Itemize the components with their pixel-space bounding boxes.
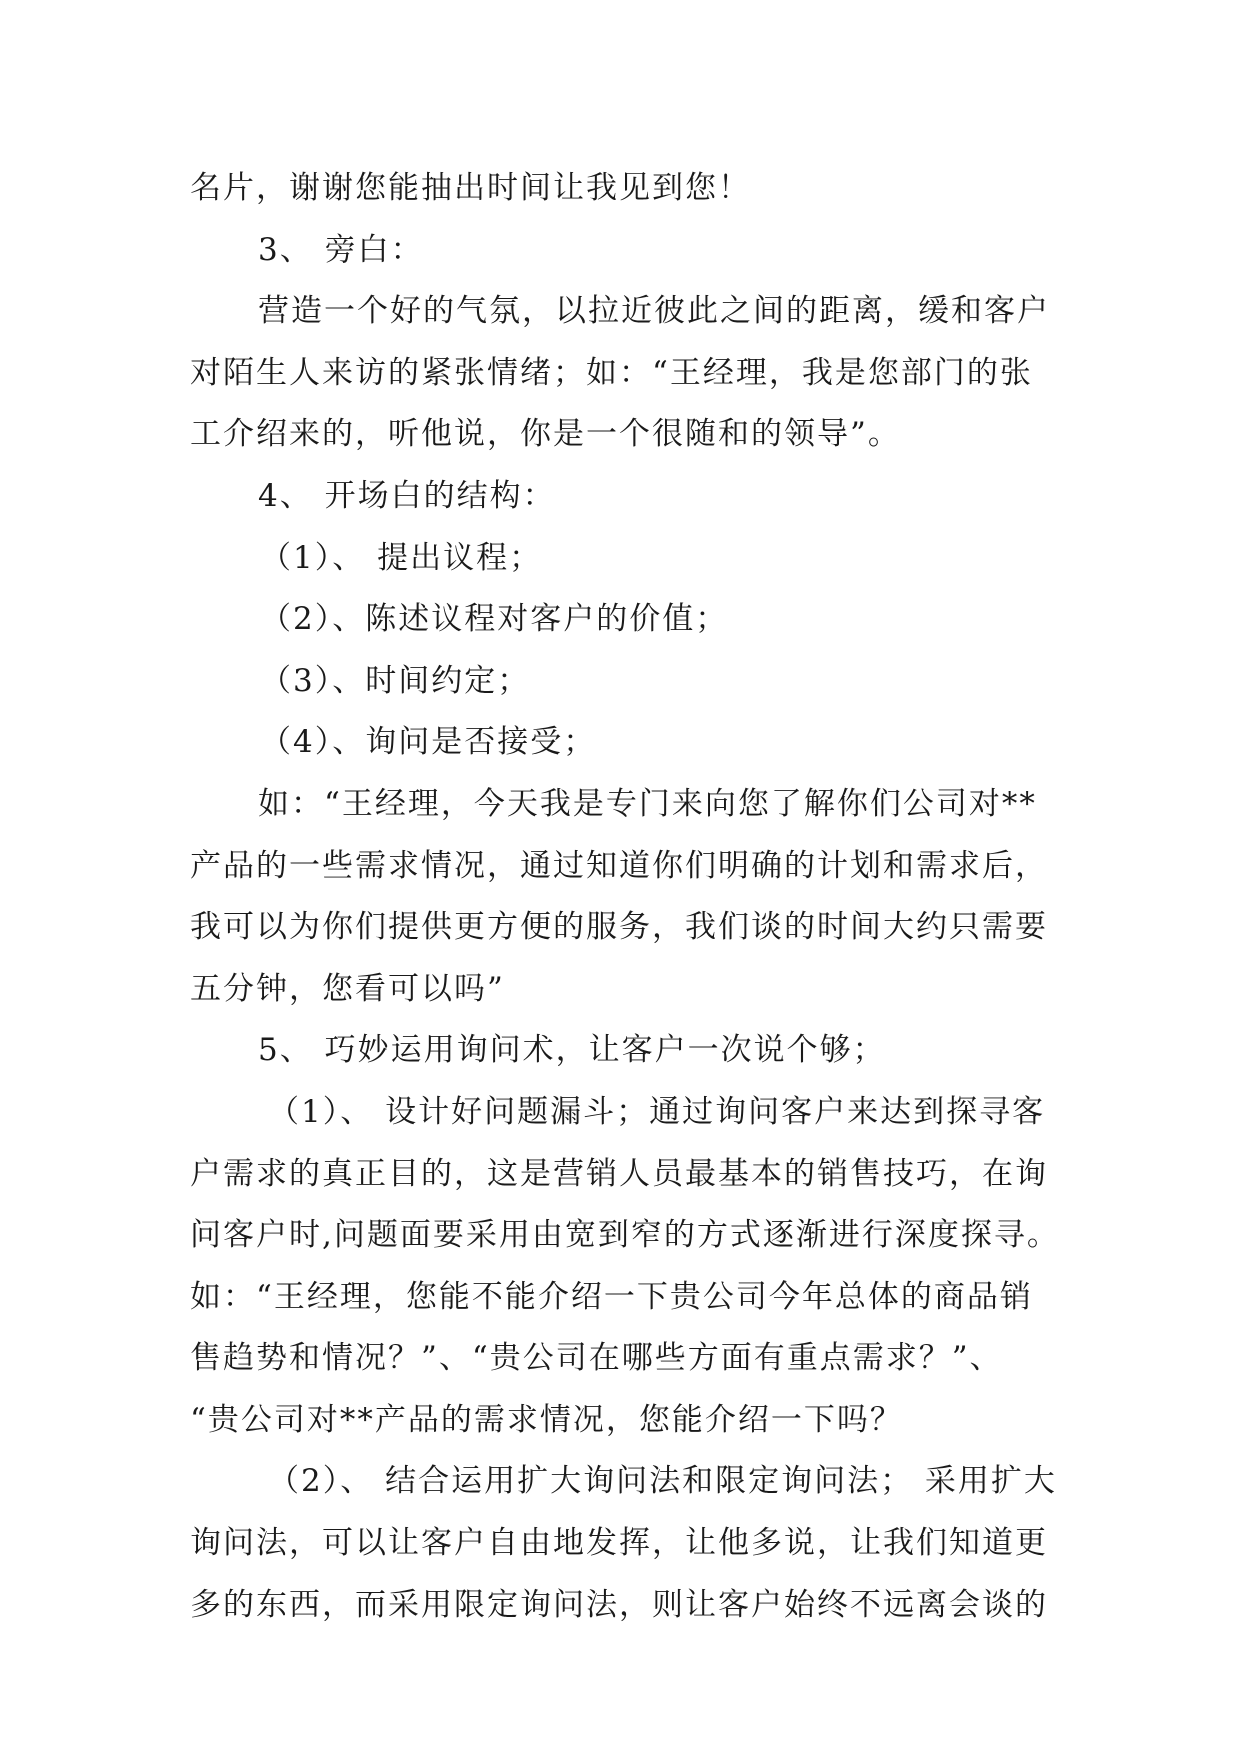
text-line: 售趋势和情况？”、“贵公司在哪些方面有重点需求？”、 (190, 1340, 1003, 1377)
list-item: （3）、时间约定； (260, 662, 531, 699)
text-line: 我可以为你们提供更方便的服务，我们谈的时间大约只需要 (190, 909, 1048, 946)
text-line: “贵公司对**产品的需求情况，您能介绍一下吗？ (190, 1401, 903, 1438)
paragraph-line: 如：“王经理，今天我是专门来向您了解你们公司对** (258, 785, 1037, 822)
text-line: 五分钟，您看可以吗” (190, 970, 505, 1007)
text-line: 如：“王经理，您能不能介绍一下贵公司今年总体的商品销 (190, 1278, 1033, 1315)
section-heading: 5、 巧妙运用询问术，让客户一次说个够； (258, 1032, 886, 1069)
text-line: 询问法，可以让客户自由地发挥，让他多说，让我们知道更 (190, 1525, 1048, 1562)
text-line: 工介绍来的，听他说，你是一个很随和的领导”。 (190, 416, 901, 453)
section-heading: 3、 旁白： (258, 231, 424, 268)
document-body (190, 158, 1060, 1636)
text-line: 户需求的真正目的，这是营销人员最基本的销售技巧，在询 (190, 1155, 1048, 1192)
text-line: 产品的一些需求情况，通过知道你们明确的计划和需求后， (190, 847, 1048, 884)
paragraph-line: 营造一个好的气氛，以拉近彼此之间的距离，缓和客户 (258, 293, 1050, 330)
list-item: （4）、询问是否接受； (260, 724, 597, 761)
section-heading: 4、 开场白的结构： (258, 477, 556, 514)
list-item: （2）、 结合运用扩大询问法和限定询问法； 采用扩大 (268, 1463, 1057, 1500)
list-item: （1）、 提出议程； (260, 539, 543, 576)
text-line: 对陌生人来访的紧张情绪；如：“王经理，我是您部门的张 (190, 354, 1033, 391)
list-item: （1）、 设计好问题漏斗；通过询问客户来达到探寻客 (268, 1093, 1046, 1130)
text-line: 问客户时,问题面要采用由宽到窄的方式逐渐进行深度探寻。 (190, 1217, 1060, 1254)
list-item: （2）、陈述议程对客户的价值； (260, 601, 729, 638)
text-line: 名片，谢谢您能抽出时间让我见到您！ (190, 170, 751, 206)
text-line: 多的东西，而采用限定询问法，则让客户始终不远离会谈的 (190, 1586, 1048, 1623)
